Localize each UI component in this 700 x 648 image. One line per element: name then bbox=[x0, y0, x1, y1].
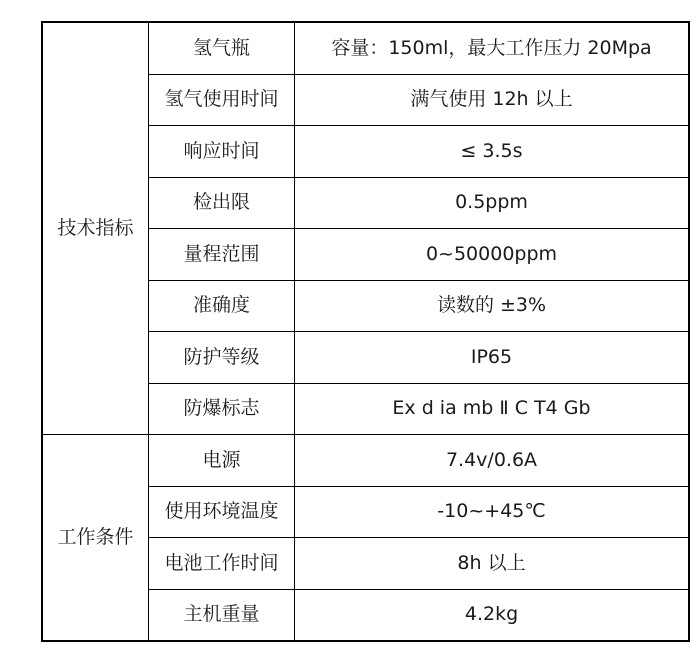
spec-label-main-unit-weight: 主机重量 bbox=[149, 589, 295, 641]
spec-label-measuring-range: 量程范围 bbox=[149, 229, 295, 281]
spec-label-protection-rating: 防护等级 bbox=[149, 332, 295, 384]
spec-value-hydrogen-usage-time: 满气使用 12h 以上 bbox=[295, 74, 690, 126]
spec-label-battery-working-time: 电池工作时间 bbox=[149, 538, 295, 590]
spec-value-detection-limit: 0.5ppm bbox=[295, 177, 690, 229]
spec-label-power-supply: 电源 bbox=[149, 435, 295, 487]
spec-value-measuring-range: 0~50000ppm bbox=[295, 229, 690, 281]
spec-label-response-time: 响应时间 bbox=[149, 126, 295, 178]
spec-label-accuracy: 准确度 bbox=[149, 280, 295, 332]
section-header-working-conditions: 工作条件 bbox=[42, 435, 149, 642]
spec-value-main-unit-weight: 4.2kg bbox=[295, 589, 690, 641]
section-header-technical-indicators: 技术指标 bbox=[42, 22, 149, 435]
spec-value-operating-temperature: -10~+45℃ bbox=[295, 486, 690, 538]
spec-label-detection-limit: 检出限 bbox=[149, 177, 295, 229]
spec-label-operating-temperature: 使用环境温度 bbox=[149, 486, 295, 538]
spec-value-response-time: ≤ 3.5s bbox=[295, 126, 690, 178]
spec-value-hydrogen-cylinder: 容量：150ml，最大工作压力 20Mpa bbox=[295, 22, 690, 74]
spec-value-battery-working-time: 8h 以上 bbox=[295, 538, 690, 590]
spec-table bbox=[41, 21, 690, 642]
spec-label-explosion-proof-mark: 防爆标志 bbox=[149, 383, 295, 435]
spec-value-explosion-proof-mark: Ex d ia mb Ⅱ C T4 Gb bbox=[295, 383, 690, 435]
spec-value-protection-rating: IP65 bbox=[295, 332, 690, 384]
spec-value-power-supply: 7.4v/0.6A bbox=[295, 435, 690, 487]
table-row bbox=[42, 435, 689, 487]
spec-label-hydrogen-usage-time: 氢气使用时间 bbox=[149, 74, 295, 126]
spec-label-hydrogen-cylinder: 氢气瓶 bbox=[149, 22, 295, 74]
spec-value-accuracy: 读数的 ±3% bbox=[295, 280, 690, 332]
table-row bbox=[42, 22, 689, 74]
